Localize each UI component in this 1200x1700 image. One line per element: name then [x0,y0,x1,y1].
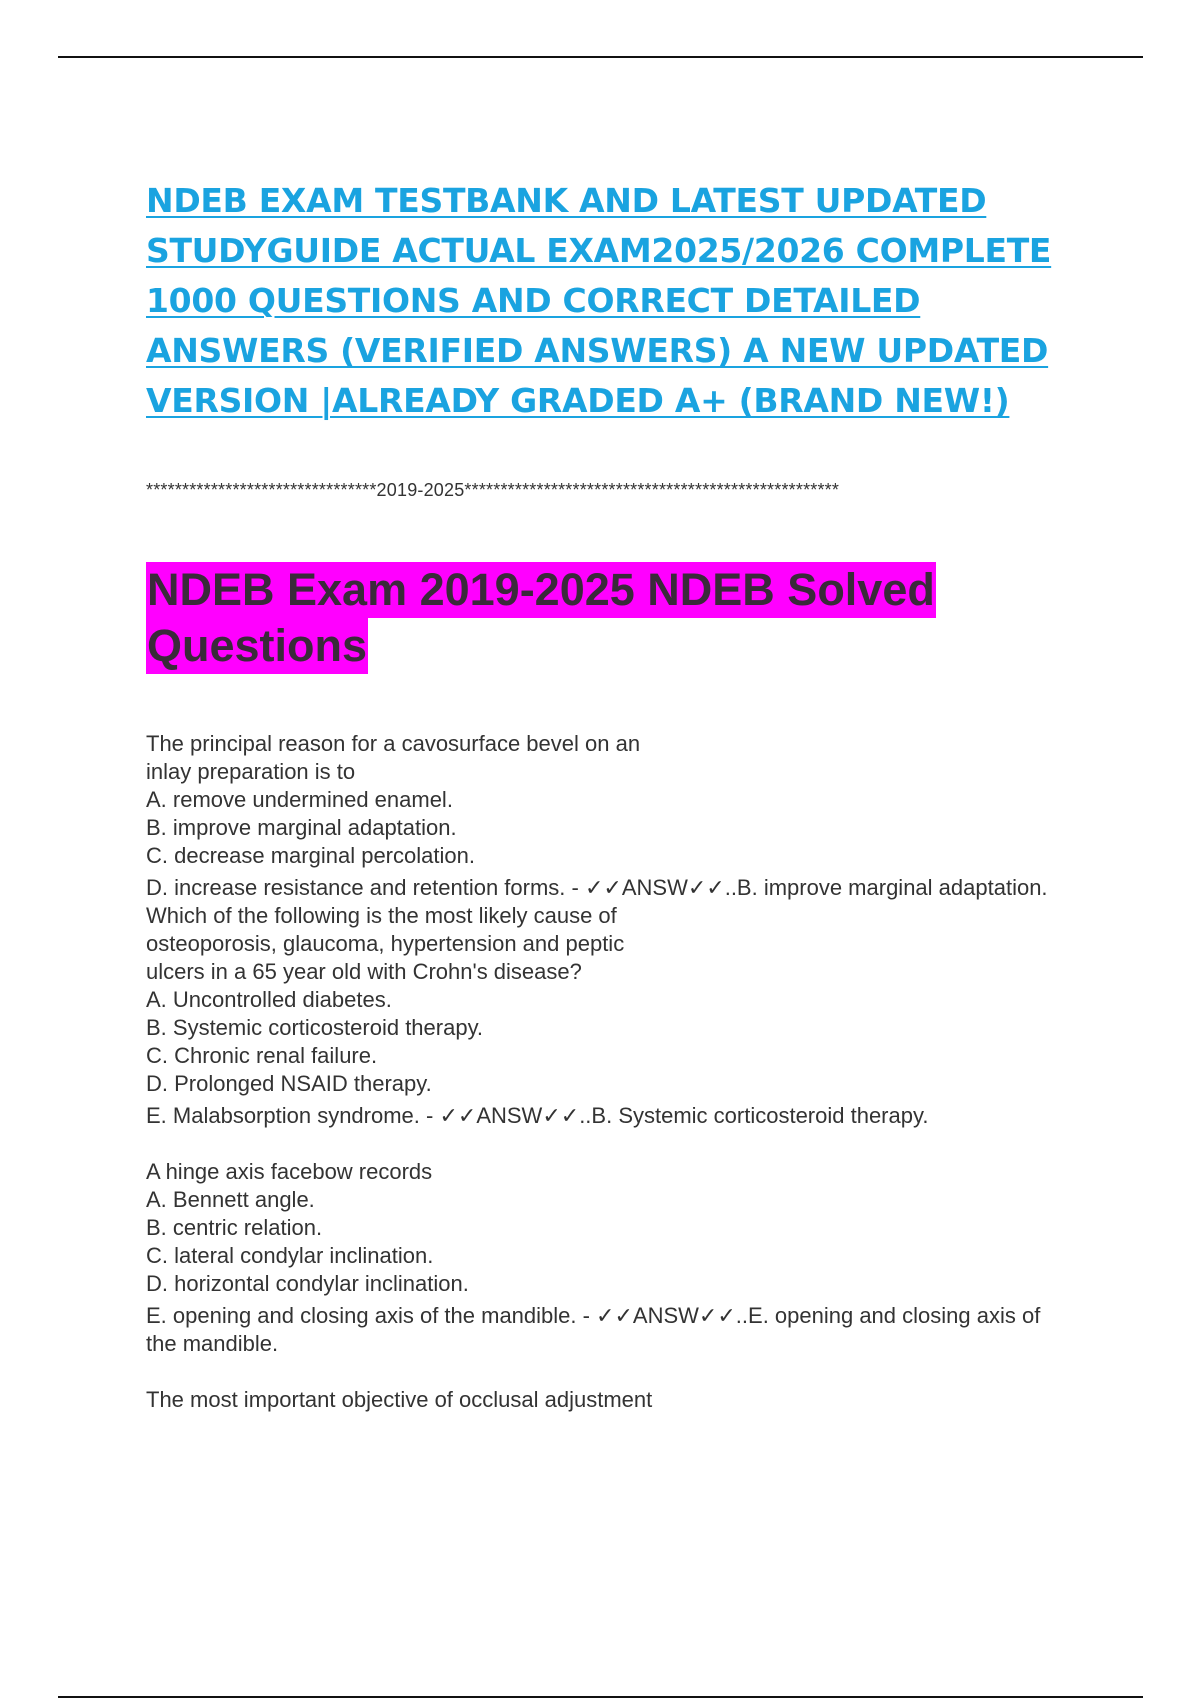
question-block [146,730,1076,902]
answer-option: C. decrease marginal percolation. [146,843,475,868]
question-stem: inlay preparation is to [146,759,356,784]
document-title-link[interactable] [146,176,1066,426]
year-divider: ********************************2019-2025**************************************************** [146,480,840,500]
answer-option: B. centric relation. [146,1215,323,1240]
question-stem: A hinge axis facebow records [146,1159,433,1184]
question-block [146,1386,1076,1414]
header-rule [58,56,1143,58]
answer-option: B. improve marginal adaptation. [146,815,457,840]
answer-option: D. horizontal condylar inclination. [146,1271,469,1296]
title-line[interactable]: STUDYGUIDE ACTUAL EXAM2025/2026 COMPLETE [146,231,1052,270]
heading-line: NDEB Exam 2019-2025 NDEB Solved [146,562,936,618]
question-list [146,730,1076,1414]
question-stem: ulcers in a 65 year old with Crohn's disease? [146,959,582,984]
footer-rule [58,1696,1143,1698]
question-stem: Which of the following is the most likely cause of [146,903,617,928]
answer-option-with-key: D. increase resistance and retention forms. - ✓✓ANSW✓✓..B. improve marginal adaptation. [146,875,1048,900]
answer-option-with-key: E. Malabsorption syndrome. - ✓✓ANSW✓✓..B. Systemic corticosteroid therapy. [146,1103,929,1128]
spacer [146,1358,1076,1386]
question-stem: The most important objective of occlusal adjustment [146,1387,653,1412]
heading-line: Questions [146,618,368,674]
question-block [146,902,1076,1130]
answer-option: D. Prolonged NSAID therapy. [146,1071,432,1096]
answer-option: A. Bennett angle. [146,1187,315,1212]
answer-option: C. lateral condylar inclination. [146,1243,434,1268]
question-stem: The principal reason for a cavosurface bevel on an [146,731,641,756]
title-line[interactable]: VERSION |ALREADY GRADED A+ (BRAND NEW!) [146,381,1010,420]
answer-option: C. Chronic renal failure. [146,1043,378,1068]
spacer [146,1130,1076,1158]
answer-option: A. remove undermined enamel. [146,787,453,812]
title-line[interactable]: NDEB EXAM TESTBANK AND LATEST UPDATED [146,181,987,220]
title-line[interactable]: 1000 QUESTIONS AND CORRECT DETAILED [146,281,921,320]
title-line[interactable]: ANSWERS (VERIFIED ANSWERS) A NEW UPDATED [146,331,1049,370]
answer-option: A. Uncontrolled diabetes. [146,987,392,1012]
answer-option: B. Systemic corticosteroid therapy. [146,1015,484,1040]
question-block [146,1158,1076,1358]
section-heading [146,562,936,674]
answer-option-with-key: E. opening and closing axis of the mandible. - ✓✓ANSW✓✓..E. opening and closing axis of the mandible. [146,1303,1041,1356]
question-stem: osteoporosis, glaucoma, hypertension and peptic [146,931,625,956]
